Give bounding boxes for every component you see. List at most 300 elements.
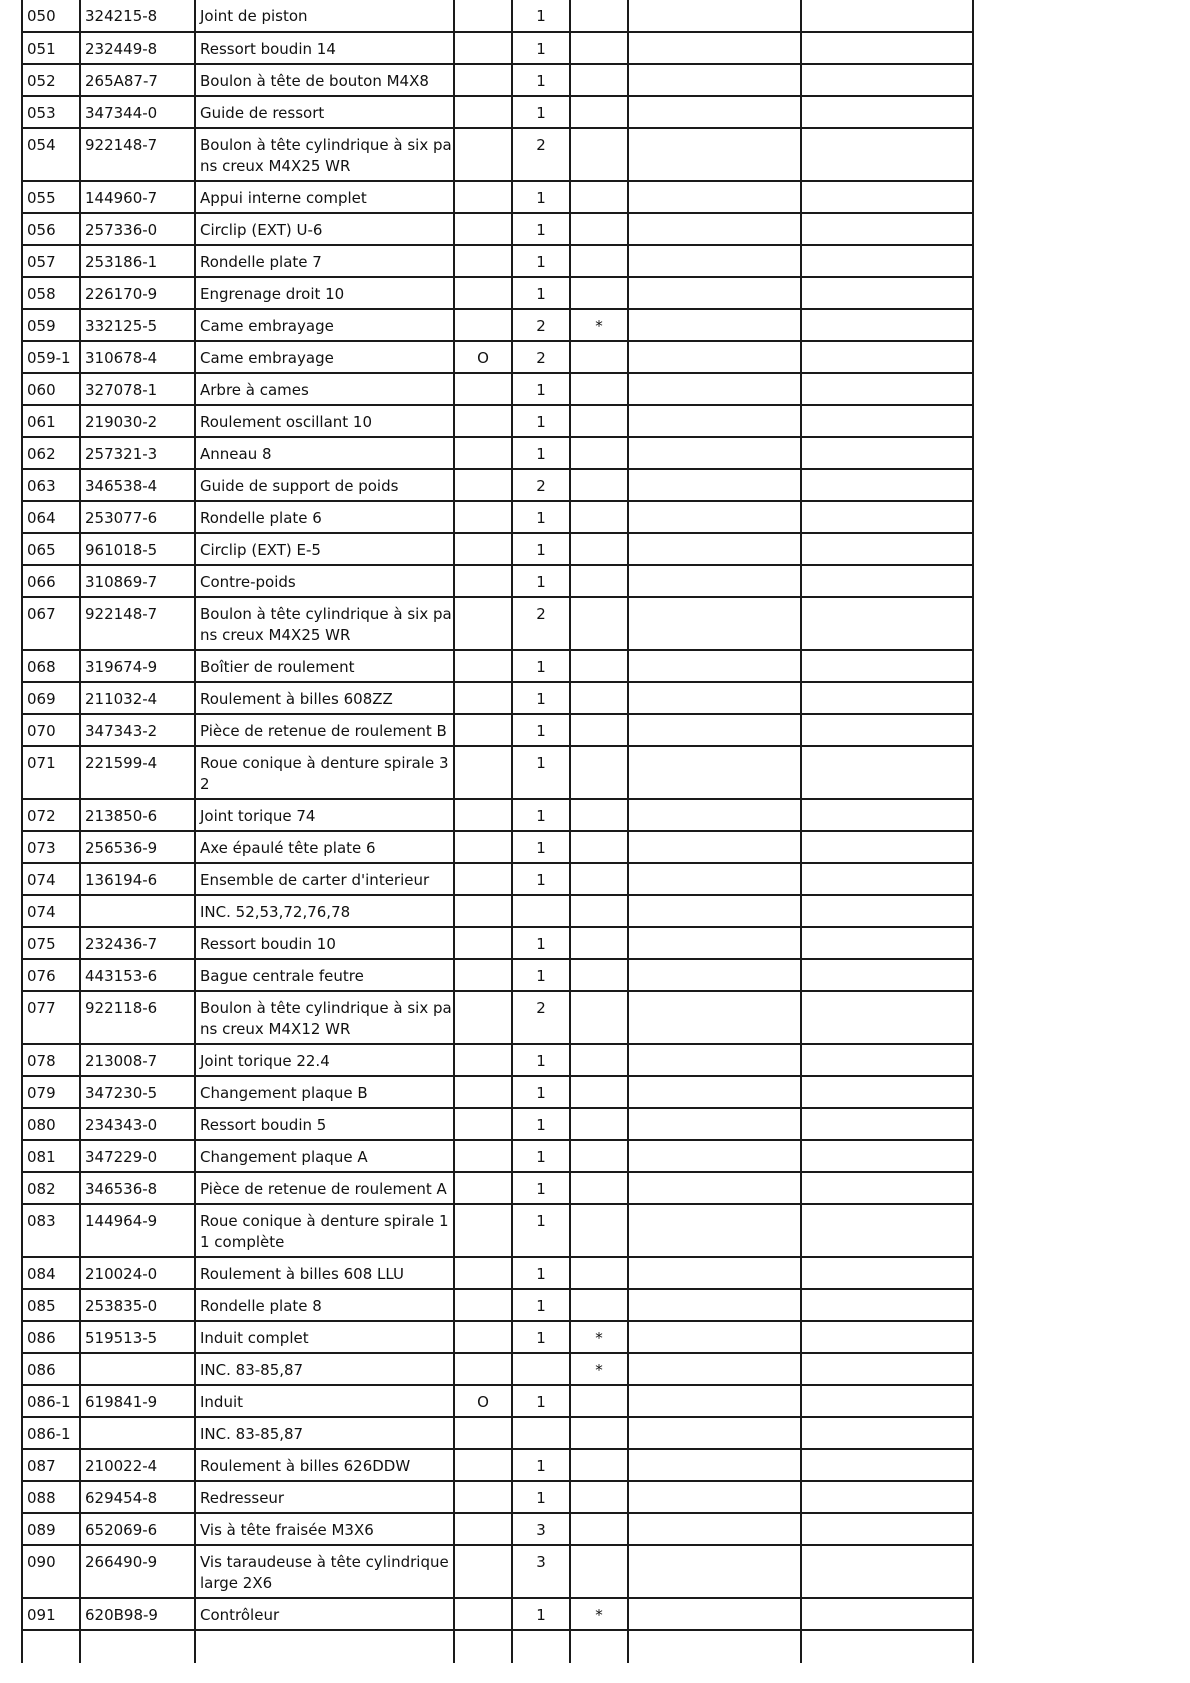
- description-cell: Ensemble de carter d'interieur: [195, 863, 454, 895]
- part-code-cell: 226170-9: [80, 277, 195, 309]
- quantity-cell: 1: [512, 565, 570, 597]
- blank-cell-a: [628, 863, 801, 895]
- part-code-cell: 327078-1: [80, 373, 195, 405]
- part-code-cell: 234343-0: [80, 1108, 195, 1140]
- table-row: [22, 650, 973, 682]
- description-cell: Joint torique 22.4: [195, 1044, 454, 1076]
- item-number-cell: 065: [22, 533, 80, 565]
- quantity-cell: 1: [512, 1321, 570, 1353]
- blank-cell-b: [801, 64, 973, 96]
- part-code-cell: 443153-6: [80, 959, 195, 991]
- description-cell: Roulement à billes 626DDW: [195, 1449, 454, 1481]
- option-cell: [454, 714, 512, 746]
- note-mark-cell: [570, 1076, 628, 1108]
- item-number-cell: 062: [22, 437, 80, 469]
- part-code-cell: 922148-7: [80, 128, 195, 181]
- quantity-cell: 1: [512, 746, 570, 799]
- part-code-cell: 332125-5: [80, 309, 195, 341]
- table-row: [22, 714, 973, 746]
- blank-cell-b: [801, 341, 973, 373]
- item-number-cell: 073: [22, 831, 80, 863]
- note-mark-cell: [570, 597, 628, 650]
- part-code-cell: 346538-4: [80, 469, 195, 501]
- table-row: [22, 831, 973, 863]
- part-code-cell: 136194-6: [80, 863, 195, 895]
- note-mark-cell: *: [570, 1598, 628, 1630]
- blank-cell-b: [801, 213, 973, 245]
- item-number-cell: 051: [22, 32, 80, 64]
- quantity-cell: 1: [512, 181, 570, 213]
- description-cell: Engrenage droit 10: [195, 277, 454, 309]
- blank-cell-b: [801, 1044, 973, 1076]
- note-mark-cell: [570, 341, 628, 373]
- blank-cell-b: [801, 501, 973, 533]
- item-number-cell: 091: [22, 1598, 80, 1630]
- description-cell: INC. 83-85,87: [195, 1417, 454, 1449]
- item-number-cell: 083: [22, 1204, 80, 1257]
- option-cell: [454, 1353, 512, 1385]
- blank-cell-a: [628, 1076, 801, 1108]
- item-number-cell: 063: [22, 469, 80, 501]
- empty-cell: [570, 1630, 628, 1663]
- part-code-cell: 346536-8: [80, 1172, 195, 1204]
- blank-cell-b: [801, 437, 973, 469]
- option-cell: [454, 1204, 512, 1257]
- description-cell: Induit complet: [195, 1321, 454, 1353]
- blank-cell-a: [628, 1172, 801, 1204]
- option-cell: [454, 1108, 512, 1140]
- table-row: [22, 1449, 973, 1481]
- blank-cell-b: [801, 1449, 973, 1481]
- item-number-cell: 057: [22, 245, 80, 277]
- blank-cell-b: [801, 373, 973, 405]
- blank-cell-a: [628, 927, 801, 959]
- empty-cell: [512, 1630, 570, 1663]
- quantity-cell: 1: [512, 245, 570, 277]
- part-code-cell: 221599-4: [80, 746, 195, 799]
- blank-cell-a: [628, 991, 801, 1044]
- item-number-cell: 067: [22, 597, 80, 650]
- blank-cell-a: [628, 746, 801, 799]
- blank-cell-a: [628, 501, 801, 533]
- table-row: [22, 1513, 973, 1545]
- description-cell: Roue conique à denture spirale 3 2: [195, 746, 454, 799]
- part-code-cell: 652069-6: [80, 1513, 195, 1545]
- quantity-cell: 2: [512, 341, 570, 373]
- quantity-cell: 1: [512, 405, 570, 437]
- table-row: [22, 1204, 973, 1257]
- quantity-cell: [512, 1353, 570, 1385]
- blank-cell-b: [801, 1257, 973, 1289]
- blank-cell-a: [628, 682, 801, 714]
- blank-cell-a: [628, 1321, 801, 1353]
- note-mark-cell: [570, 469, 628, 501]
- table-row: [22, 959, 973, 991]
- blank-cell-a: [628, 32, 801, 64]
- item-number-cell: 080: [22, 1108, 80, 1140]
- blank-cell-a: [628, 1289, 801, 1321]
- item-number-cell: 081: [22, 1140, 80, 1172]
- table-row: [22, 746, 973, 799]
- item-number-cell: 077: [22, 991, 80, 1044]
- note-mark-cell: [570, 213, 628, 245]
- description-cell: Contrôleur: [195, 1598, 454, 1630]
- blank-cell-b: [801, 181, 973, 213]
- note-mark-cell: [570, 1108, 628, 1140]
- option-cell: [454, 863, 512, 895]
- part-code-cell: 257336-0: [80, 213, 195, 245]
- blank-cell-b: [801, 405, 973, 437]
- part-code-cell: 266490-9: [80, 1545, 195, 1598]
- description-cell: Induit: [195, 1385, 454, 1417]
- note-mark-cell: [570, 927, 628, 959]
- blank-cell-a: [628, 1598, 801, 1630]
- option-cell: [454, 96, 512, 128]
- quantity-cell: 1: [512, 1257, 570, 1289]
- quantity-cell: 1: [512, 927, 570, 959]
- note-mark-cell: [570, 64, 628, 96]
- blank-cell-b: [801, 1513, 973, 1545]
- part-code-cell: 347344-0: [80, 96, 195, 128]
- item-number-cell: 055: [22, 181, 80, 213]
- blank-cell-a: [628, 64, 801, 96]
- blank-cell-a: [628, 1385, 801, 1417]
- table-row: [22, 1076, 973, 1108]
- item-number-cell: 068: [22, 650, 80, 682]
- option-cell: [454, 181, 512, 213]
- part-code-cell: 310869-7: [80, 565, 195, 597]
- quantity-cell: 2: [512, 469, 570, 501]
- note-mark-cell: [570, 1289, 628, 1321]
- part-code-cell: 620B98-9: [80, 1598, 195, 1630]
- quantity-cell: 1: [512, 0, 570, 32]
- option-cell: [454, 501, 512, 533]
- description-cell: Boulon à tête de bouton M4X8: [195, 64, 454, 96]
- description-cell: Rondelle plate 7: [195, 245, 454, 277]
- quantity-cell: 1: [512, 1172, 570, 1204]
- quantity-cell: 1: [512, 1204, 570, 1257]
- note-mark-cell: [570, 959, 628, 991]
- table-row: [22, 309, 973, 341]
- blank-cell-b: [801, 650, 973, 682]
- blank-cell-b: [801, 1289, 973, 1321]
- blank-cell-b: [801, 895, 973, 927]
- blank-cell-b: [801, 1140, 973, 1172]
- note-mark-cell: [570, 682, 628, 714]
- description-cell: Contre-poids: [195, 565, 454, 597]
- description-cell: Circlip (EXT) E-5: [195, 533, 454, 565]
- note-mark-cell: [570, 565, 628, 597]
- item-number-cell: 088: [22, 1481, 80, 1513]
- table-row: [22, 1321, 973, 1353]
- option-cell: [454, 1257, 512, 1289]
- item-number-cell: 074: [22, 895, 80, 927]
- item-number-cell: 052: [22, 64, 80, 96]
- note-mark-cell: [570, 650, 628, 682]
- empty-cell: [80, 1630, 195, 1663]
- quantity-cell: 1: [512, 373, 570, 405]
- blank-cell-b: [801, 1545, 973, 1598]
- table-row: [22, 991, 973, 1044]
- blank-cell-b: [801, 245, 973, 277]
- item-number-cell: 059: [22, 309, 80, 341]
- quantity-cell: 1: [512, 1289, 570, 1321]
- table-row: [22, 565, 973, 597]
- empty-cell: [22, 1630, 80, 1663]
- blank-cell-a: [628, 959, 801, 991]
- part-code-cell: 319674-9: [80, 650, 195, 682]
- item-number-cell: 089: [22, 1513, 80, 1545]
- part-code-cell: 961018-5: [80, 533, 195, 565]
- option-cell: [454, 799, 512, 831]
- blank-cell-b: [801, 0, 973, 32]
- quantity-cell: 1: [512, 64, 570, 96]
- option-cell: [454, 565, 512, 597]
- blank-cell-a: [628, 181, 801, 213]
- item-number-cell: 066: [22, 565, 80, 597]
- note-mark-cell: [570, 0, 628, 32]
- table-row: [22, 799, 973, 831]
- part-code-cell: 211032-4: [80, 682, 195, 714]
- item-number-cell: 071: [22, 746, 80, 799]
- description-cell: Roulement à billes 608 LLU: [195, 1257, 454, 1289]
- note-mark-cell: [570, 437, 628, 469]
- option-cell: [454, 1481, 512, 1513]
- blank-cell-a: [628, 1257, 801, 1289]
- note-mark-cell: [570, 96, 628, 128]
- blank-cell-a: [628, 1545, 801, 1598]
- option-cell: O: [454, 341, 512, 373]
- table-row: [22, 1417, 973, 1449]
- note-mark-cell: [570, 831, 628, 863]
- item-number-cell: 085: [22, 1289, 80, 1321]
- part-code-cell: 213008-7: [80, 1044, 195, 1076]
- blank-cell-a: [628, 213, 801, 245]
- part-code-cell: 232449-8: [80, 32, 195, 64]
- blank-cell-b: [801, 1353, 973, 1385]
- table-row: [22, 501, 973, 533]
- quantity-cell: 1: [512, 959, 570, 991]
- blank-cell-a: [628, 341, 801, 373]
- table-row: [22, 64, 973, 96]
- blank-cell-b: [801, 746, 973, 799]
- table-row: [22, 597, 973, 650]
- option-cell: [454, 277, 512, 309]
- empty-cell: [628, 1630, 801, 1663]
- note-mark-cell: [570, 1513, 628, 1545]
- table-row: [22, 1598, 973, 1630]
- note-mark-cell: [570, 1140, 628, 1172]
- option-cell: [454, 245, 512, 277]
- item-number-cell: 070: [22, 714, 80, 746]
- item-number-cell: 086-1: [22, 1417, 80, 1449]
- option-cell: [454, 1598, 512, 1630]
- option-cell: [454, 1545, 512, 1598]
- note-mark-cell: [570, 277, 628, 309]
- blank-cell-a: [628, 96, 801, 128]
- note-mark-cell: *: [570, 1353, 628, 1385]
- quantity-cell: 1: [512, 32, 570, 64]
- table-row: [22, 682, 973, 714]
- option-cell: [454, 831, 512, 863]
- option-cell: [454, 1044, 512, 1076]
- table-row: [22, 927, 973, 959]
- item-number-cell: 072: [22, 799, 80, 831]
- table-row: [22, 1172, 973, 1204]
- part-code-cell: 310678-4: [80, 341, 195, 373]
- blank-cell-a: [628, 1140, 801, 1172]
- note-mark-cell: [570, 895, 628, 927]
- quantity-cell: 1: [512, 96, 570, 128]
- blank-cell-a: [628, 1417, 801, 1449]
- option-cell: [454, 682, 512, 714]
- parts-table: [21, 0, 974, 1663]
- option-cell: [454, 1289, 512, 1321]
- note-mark-cell: [570, 1257, 628, 1289]
- table-row: [22, 1140, 973, 1172]
- option-cell: [454, 650, 512, 682]
- part-code-cell: 210022-4: [80, 1449, 195, 1481]
- quantity-cell: 1: [512, 650, 570, 682]
- quantity-cell: 1: [512, 799, 570, 831]
- description-cell: Appui interne complet: [195, 181, 454, 213]
- note-mark-cell: [570, 863, 628, 895]
- blank-cell-b: [801, 959, 973, 991]
- table-row: [22, 245, 973, 277]
- part-code-cell: 629454-8: [80, 1481, 195, 1513]
- quantity-cell: 1: [512, 277, 570, 309]
- option-cell: [454, 1076, 512, 1108]
- option-cell: [454, 128, 512, 181]
- part-code-cell: 210024-0: [80, 1257, 195, 1289]
- table-row: [22, 373, 973, 405]
- blank-cell-b: [801, 714, 973, 746]
- blank-cell-b: [801, 1321, 973, 1353]
- note-mark-cell: [570, 533, 628, 565]
- part-code-cell: 253077-6: [80, 501, 195, 533]
- description-cell: Boîtier de roulement: [195, 650, 454, 682]
- description-cell: Came embrayage: [195, 309, 454, 341]
- description-cell: Joint torique 74: [195, 799, 454, 831]
- blank-cell-a: [628, 1513, 801, 1545]
- description-cell: Boulon à tête cylindrique à six pa ns creux M4X12 WR: [195, 991, 454, 1044]
- description-cell: Arbre à cames: [195, 373, 454, 405]
- option-cell: [454, 1321, 512, 1353]
- blank-cell-a: [628, 1044, 801, 1076]
- quantity-cell: 3: [512, 1545, 570, 1598]
- blank-cell-b: [801, 1204, 973, 1257]
- option-cell: [454, 437, 512, 469]
- item-number-cell: 058: [22, 277, 80, 309]
- part-code-cell: 347343-2: [80, 714, 195, 746]
- note-mark-cell: [570, 1204, 628, 1257]
- blank-cell-a: [628, 128, 801, 181]
- description-cell: Guide de support de poids: [195, 469, 454, 501]
- part-code-cell: 256536-9: [80, 831, 195, 863]
- blank-cell-a: [628, 650, 801, 682]
- part-code-cell: 922148-7: [80, 597, 195, 650]
- blank-cell-b: [801, 1076, 973, 1108]
- item-number-cell: 086: [22, 1353, 80, 1385]
- description-cell: Roue conique à denture spirale 1 1 complète: [195, 1204, 454, 1257]
- quantity-cell: 1: [512, 213, 570, 245]
- option-cell: [454, 1449, 512, 1481]
- quantity-cell: 1: [512, 1481, 570, 1513]
- blank-cell-a: [628, 277, 801, 309]
- item-number-cell: 064: [22, 501, 80, 533]
- part-code-cell: [80, 1417, 195, 1449]
- option-cell: [454, 309, 512, 341]
- description-cell: Roulement oscillant 10: [195, 405, 454, 437]
- description-cell: Redresseur: [195, 1481, 454, 1513]
- part-code-cell: 619841-9: [80, 1385, 195, 1417]
- option-cell: [454, 1513, 512, 1545]
- blank-cell-b: [801, 96, 973, 128]
- blank-cell-b: [801, 1385, 973, 1417]
- blank-cell-a: [628, 597, 801, 650]
- description-cell: Came embrayage: [195, 341, 454, 373]
- blank-cell-a: [628, 245, 801, 277]
- table-row: [22, 1545, 973, 1598]
- quantity-cell: 1: [512, 1108, 570, 1140]
- description-cell: Boulon à tête cylindrique à six pa ns creux M4X25 WR: [195, 128, 454, 181]
- item-number-cell: 060: [22, 373, 80, 405]
- option-cell: [454, 0, 512, 32]
- blank-cell-b: [801, 863, 973, 895]
- table-row: [22, 1108, 973, 1140]
- table-row: [22, 863, 973, 895]
- quantity-cell: 1: [512, 863, 570, 895]
- part-code-cell: 324215-8: [80, 0, 195, 32]
- table-row: [22, 533, 973, 565]
- part-code-cell: 265A87-7: [80, 64, 195, 96]
- blank-cell-b: [801, 991, 973, 1044]
- part-code-cell: 257321-3: [80, 437, 195, 469]
- table-row: [22, 437, 973, 469]
- option-cell: [454, 927, 512, 959]
- item-number-cell: 074: [22, 863, 80, 895]
- part-code-cell: 144964-9: [80, 1204, 195, 1257]
- table-row: [22, 1289, 973, 1321]
- note-mark-cell: [570, 1481, 628, 1513]
- part-code-cell: 922118-6: [80, 991, 195, 1044]
- blank-cell-b: [801, 32, 973, 64]
- blank-cell-b: [801, 1172, 973, 1204]
- blank-cell-a: [628, 1353, 801, 1385]
- description-cell: Rondelle plate 8: [195, 1289, 454, 1321]
- table-row: [22, 96, 973, 128]
- part-code-cell: 253186-1: [80, 245, 195, 277]
- blank-cell-a: [628, 0, 801, 32]
- note-mark-cell: [570, 128, 628, 181]
- note-mark-cell: *: [570, 309, 628, 341]
- item-number-cell: 078: [22, 1044, 80, 1076]
- blank-cell-a: [628, 895, 801, 927]
- note-mark-cell: [570, 1417, 628, 1449]
- blank-cell-a: [628, 1204, 801, 1257]
- option-cell: [454, 597, 512, 650]
- note-mark-cell: [570, 32, 628, 64]
- quantity-cell: 1: [512, 437, 570, 469]
- part-code-cell: 519513-5: [80, 1321, 195, 1353]
- part-code-cell: 347230-5: [80, 1076, 195, 1108]
- quantity-cell: 1: [512, 714, 570, 746]
- blank-cell-b: [801, 1481, 973, 1513]
- blank-cell-a: [628, 799, 801, 831]
- empty-cell: [454, 1630, 512, 1663]
- note-mark-cell: [570, 714, 628, 746]
- option-cell: [454, 533, 512, 565]
